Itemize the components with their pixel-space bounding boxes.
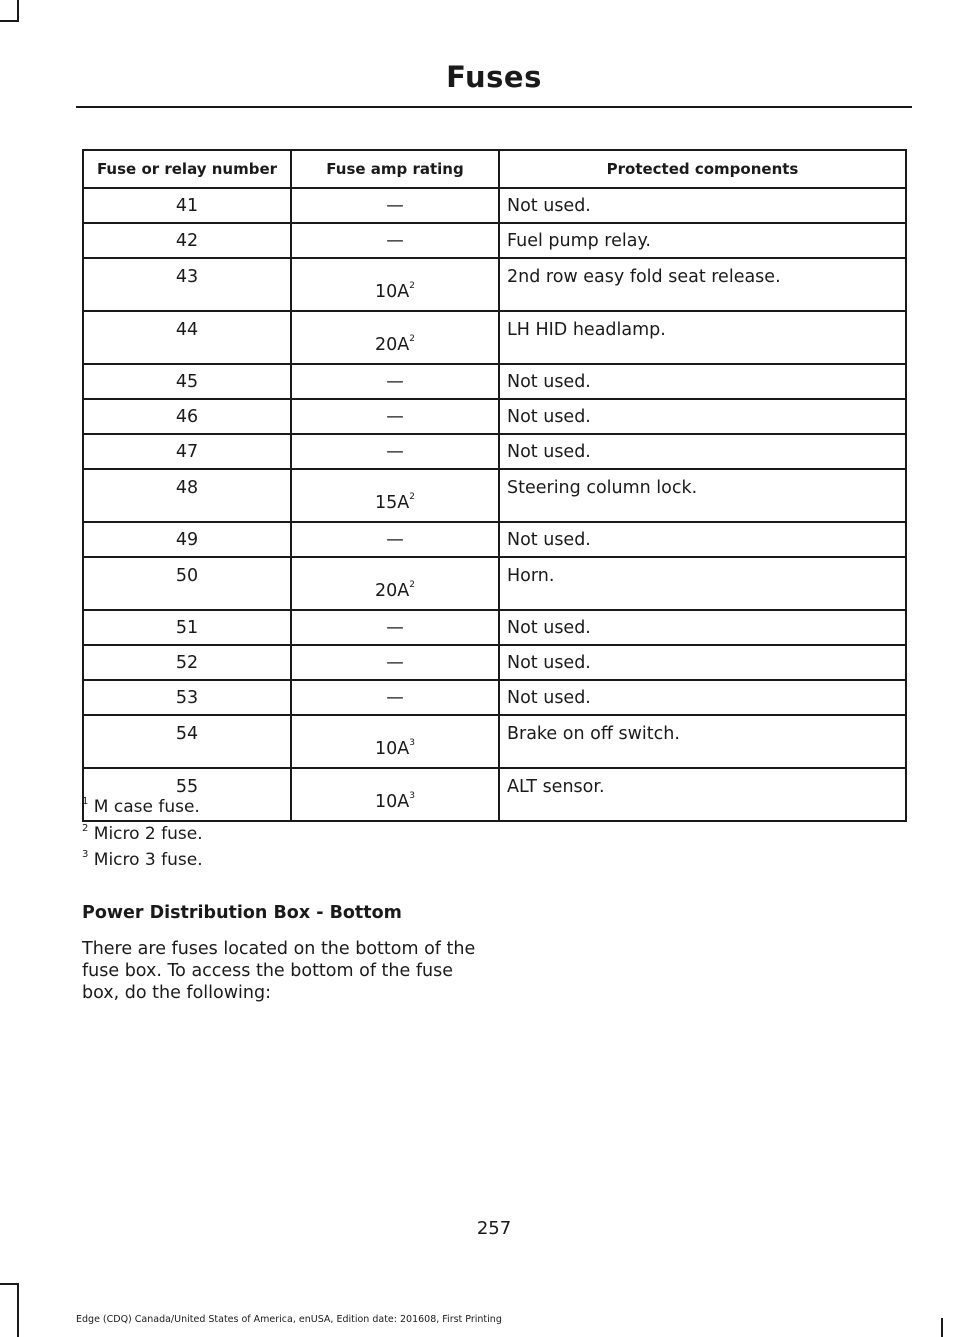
fuse-number-cell: 47: [83, 434, 291, 469]
fuse-number-cell: 50: [83, 557, 291, 610]
protected-component-cell: ALT sensor.: [499, 768, 906, 821]
table-row: [83, 399, 906, 434]
table-row: [83, 364, 906, 399]
table-row: [83, 522, 906, 557]
section-heading: Power Distribution Box - Bottom: [82, 903, 402, 923]
amp-rating-value: 20A: [375, 581, 410, 601]
footnote-text: Micro 3 fuse.: [88, 850, 203, 870]
crop-mark: [17, 0, 19, 22]
protected-component-cell: Not used.: [499, 680, 906, 715]
protected-component-cell: Steering column lock.: [499, 469, 906, 522]
section-paragraph: There are fuses located on the bottom of the fuse box. To access the bottom of the fuse box, do the following:: [82, 939, 476, 1003]
footnote-reference: 2: [409, 580, 415, 590]
table-row: [83, 715, 906, 768]
footnotes: [82, 794, 203, 874]
protected-component-cell: Not used.: [499, 434, 906, 469]
amp-rating-cell: [291, 399, 499, 434]
protected-component-cell: Fuel pump relay.: [499, 223, 906, 258]
footnote-mark: 2: [82, 822, 89, 834]
fuse-number-cell: 55: [83, 768, 291, 821]
page-footer: Edge (CDQ) Canada/United States of America, enUSA, Edition date: 201608, First Printing: [76, 1314, 502, 1325]
crop-mark: [0, 1283, 19, 1285]
title-divider: [76, 106, 912, 108]
amp-rating-value: 10A: [375, 739, 410, 759]
table-row: [83, 680, 906, 715]
footnote-text: Micro 2 fuse.: [88, 823, 203, 844]
table-row: [83, 311, 906, 364]
table-row: [83, 645, 906, 680]
fuse-number-cell: 42: [83, 223, 291, 258]
amp-rating-value: —: [386, 652, 404, 673]
footnote-mark: 3: [82, 849, 89, 860]
amp-rating-cell: [291, 768, 499, 821]
protected-component-cell: Horn.: [499, 557, 906, 610]
fuse-number-cell: 53: [83, 680, 291, 715]
fuse-number-cell: 43: [83, 258, 291, 311]
amp-rating-value: —: [386, 617, 404, 638]
crop-mark: [17, 1283, 19, 1337]
amp-rating-cell: [291, 610, 499, 645]
footnote-text: M case fuse.: [88, 797, 200, 817]
footnote-reference: 2: [409, 492, 415, 502]
table-header-row: [83, 150, 906, 188]
protected-component-cell: Brake on off switch.: [499, 715, 906, 768]
table-row: [83, 610, 906, 645]
fuse-number-cell: 46: [83, 399, 291, 434]
table-row: [83, 469, 906, 522]
protected-component-cell: Not used.: [499, 188, 906, 223]
table-row: [83, 434, 906, 469]
fuse-number-cell: 52: [83, 645, 291, 680]
table-row: [83, 188, 906, 223]
footnote: [82, 794, 203, 821]
footnote-mark: 1: [82, 796, 89, 807]
table-row: [83, 258, 906, 311]
column-header-amp-rating: Fuse amp rating: [291, 150, 499, 188]
amp-rating-cell: [291, 364, 499, 399]
protected-component-cell: LH HID headlamp.: [499, 311, 906, 364]
table-row: [83, 223, 906, 258]
protected-component-cell: Not used.: [499, 364, 906, 399]
page-number: 257: [476, 1218, 512, 1239]
amp-rating-cell: [291, 223, 499, 258]
amp-rating-value: —: [386, 371, 404, 392]
amp-rating-value: —: [386, 687, 404, 708]
protected-component-cell: Not used.: [499, 399, 906, 434]
amp-rating-cell: [291, 311, 499, 364]
protected-component-cell: 2nd row easy fold seat release.: [499, 258, 906, 311]
amp-rating-value: 20A: [375, 335, 410, 355]
amp-rating-value: —: [386, 441, 404, 462]
fuse-number-cell: 48: [83, 469, 291, 522]
amp-rating-value: 15A: [375, 493, 410, 513]
amp-rating-cell: [291, 557, 499, 610]
fuse-number-cell: 51: [83, 610, 291, 645]
column-header-protected-components: Protected components: [499, 150, 906, 188]
footnote-reference: 3: [409, 791, 415, 801]
amp-rating-cell: [291, 522, 499, 557]
amp-rating-cell: [291, 434, 499, 469]
protected-component-cell: Not used.: [499, 522, 906, 557]
amp-rating-cell: [291, 715, 499, 768]
amp-rating-cell: [291, 188, 499, 223]
amp-rating-cell: [291, 469, 499, 522]
protected-component-cell: Not used.: [499, 610, 906, 645]
fuse-number-cell: 41: [83, 188, 291, 223]
footnote-reference: 2: [409, 281, 415, 291]
table-row: [83, 557, 906, 610]
table-row: [83, 768, 906, 821]
footnote-reference: 3: [409, 738, 415, 748]
amp-rating-value: —: [386, 230, 404, 251]
fuse-number-cell: 44: [83, 311, 291, 364]
amp-rating-value: 10A: [375, 282, 410, 302]
footnote: [82, 847, 203, 874]
amp-rating-value: —: [386, 195, 404, 216]
amp-rating-cell: [291, 258, 499, 311]
page-title: Fuses: [446, 60, 542, 94]
amp-rating-value: —: [386, 406, 404, 427]
amp-rating-value: 10A: [375, 792, 410, 812]
fuse-number-cell: 45: [83, 364, 291, 399]
column-header-fuse-number: Fuse or relay number: [83, 150, 291, 188]
crop-mark: [941, 1318, 943, 1337]
footnote: [82, 821, 203, 848]
fuse-number-cell: 49: [83, 522, 291, 557]
protected-component-cell: Not used.: [499, 645, 906, 680]
fuse-number-cell: 54: [83, 715, 291, 768]
footnote-reference: 2: [409, 334, 415, 344]
table-body: [83, 188, 906, 821]
amp-rating-cell: [291, 680, 499, 715]
amp-rating-value: —: [386, 529, 404, 550]
fuse-table: [82, 149, 907, 822]
crop-mark: [0, 20, 19, 22]
amp-rating-cell: [291, 645, 499, 680]
